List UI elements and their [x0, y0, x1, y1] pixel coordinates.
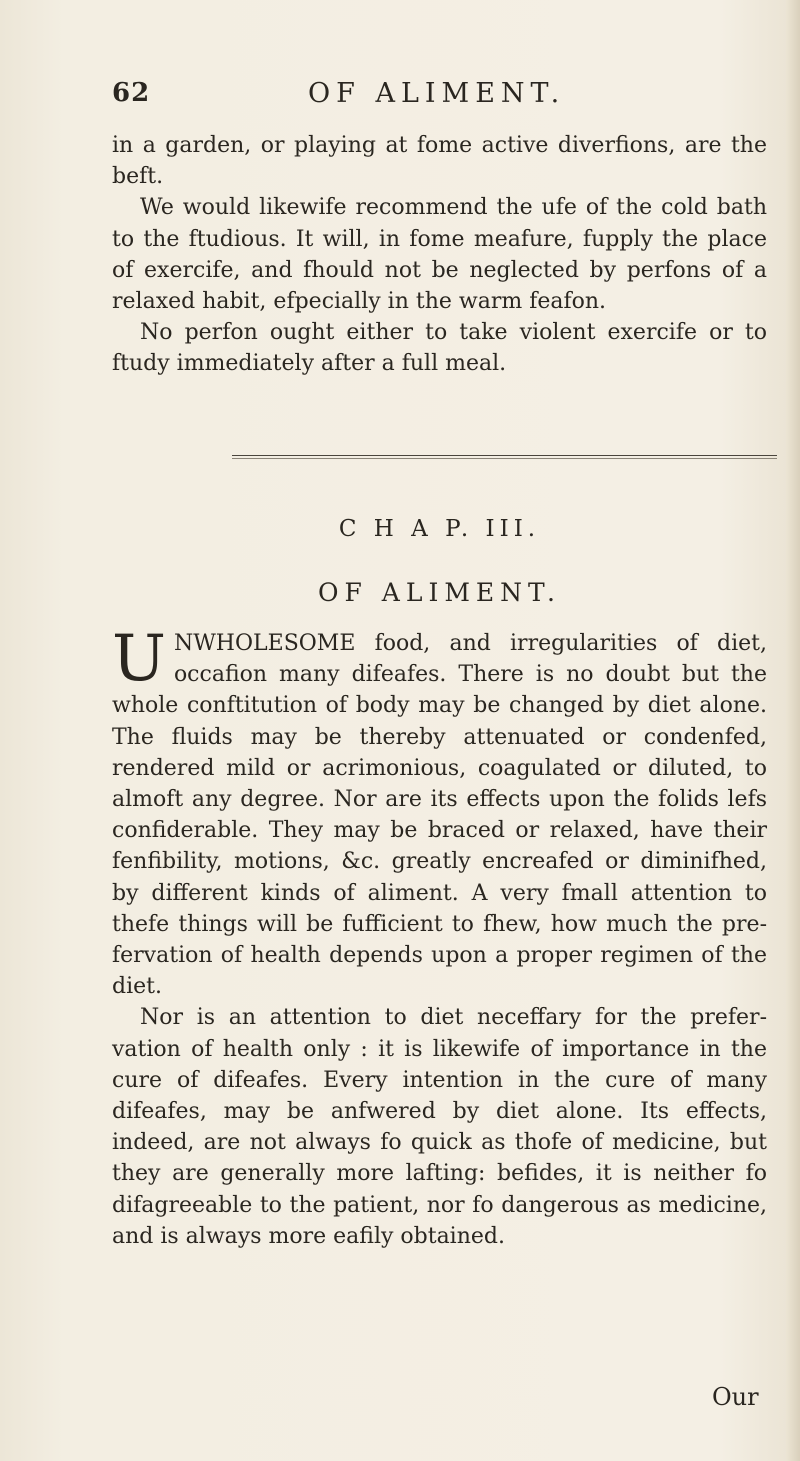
- chapter-body: [112, 622, 767, 1252]
- paragraph: No perfon ought either to take violent exercife or to ftudy immediately after a full meal.: [112, 320, 767, 377]
- chapter-number: C H A P. III.: [338, 516, 541, 542]
- paragraph-text: NWHOLESOME food, and irregularities of diet, occafion many difeafes. There is no doubt but the whole conftitution of body may be changed by diet alone. The fluids may be thereby attenuated or condenfed, rendered mild or acrimonious, coagulated or diluted, to almoft any degree. Nor are its effects upon the folids lefs confiderable. They may be braced or relaxed, have their fenfibility, motions, &c. greatly encreafed or diminifhed, by different kinds of aliment. A very fmall attention to thefe things will be fufficient to fhew, how much the prefervation of health depends upon a proper regimen of the diet.: [112, 631, 767, 1000]
- paragraph: We would likewife recommend the ufe of the cold bath to the ftudious. It will, in fome meafure, fupply the place of exercife, and fhould not be neglected by perfons of a relaxed habit, efpecially in the warm feafon.: [112, 195, 767, 315]
- chapter-title: OF ALIMENT.: [318, 578, 561, 607]
- page-edge: [786, 0, 800, 1461]
- catchword: Our: [712, 1383, 759, 1411]
- drop-cap: U: [112, 622, 166, 696]
- page-header: [112, 78, 772, 118]
- paragraph: in a garden, or playing at fome active diverfions, are the beft.: [112, 133, 767, 190]
- intro-text: [112, 130, 767, 380]
- section-divider: [232, 458, 777, 459]
- paragraph: Nor is an attention to diet neceffary for the prefervation of health only : it is likewife of importance in the cure of difeafes. Every intention in the cure of many difeafes, may be anfwered by diet alone. Its effects, indeed, are not always fo quick as thofe of medicine, but they are generally more lafting: befides, it is neither fo difagreeable to the patient, nor fo dangerous as medicine, and is always more eafily obtained.: [112, 1005, 767, 1249]
- paragraph: [112, 622, 767, 1002]
- section-divider: [232, 455, 777, 456]
- running-head: OF ALIMENT.: [308, 78, 566, 109]
- page-number: 62: [112, 78, 151, 108]
